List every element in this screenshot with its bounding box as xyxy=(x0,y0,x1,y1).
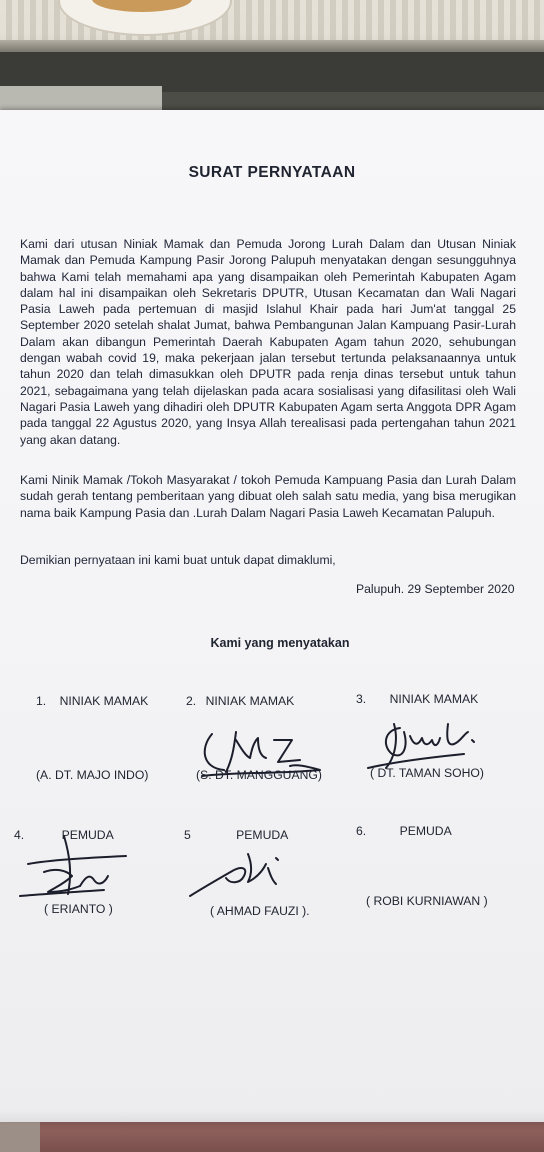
signatory-role: PEMUDA xyxy=(399,824,452,838)
signatory-role: NINIAK MAMAK xyxy=(59,694,149,708)
signatory-1-name: (A. DT. MAJO INDO) xyxy=(36,768,149,782)
signatory-6-name: ( ROBI KURNIAWAN ) xyxy=(366,894,488,908)
signatory-3-label xyxy=(356,692,478,706)
signatory-number: 6. xyxy=(356,824,367,838)
background-slab-dark xyxy=(162,92,544,112)
signatory-number: 2. xyxy=(186,694,197,708)
paragraph-closing: Demikian pernyataan ini kami buat untuk dapat dimaklumi, xyxy=(20,553,336,567)
signatory-number: 1. xyxy=(36,694,47,708)
signatory-number: 5 xyxy=(184,828,191,842)
signatory-role: PEMUDA xyxy=(61,828,114,842)
paper-shadow xyxy=(0,1110,544,1122)
signatory-1-label xyxy=(36,694,148,708)
signatory-role: NINIAK MAMAK xyxy=(205,694,295,708)
signatory-3-name: ( DT. TAMAN SOHO) xyxy=(370,766,484,780)
signatory-number: 4. xyxy=(14,828,25,842)
document-title: SURAT PERNYATAAN xyxy=(188,164,356,181)
signatory-heading: Kami yang menyatakan xyxy=(210,636,350,650)
signature-4 xyxy=(14,832,134,902)
background-slab xyxy=(0,86,162,112)
signatory-5-label xyxy=(184,828,288,842)
signatory-role: NINIAK MAMAK xyxy=(389,692,479,706)
paragraph-statement: Kami dari utusan Niniak Mamak dan Pemuda Jorong Lurah Dalam dan Utusan Niniak Mamak dan Pemuda Kampung Pasir Jorong Palupuh menyatakan dengan sesungguhnya bahwa Kami telah memahami apa yang disampaikan oleh Pemerintah Kabupaten Agam dalam hal ini disampaikan oleh Sekretaris DPUTR, Utusan Kecamatan dan Wali Nagari Pasia Laweh pada pertemuan di masjid Islahul Khair pada hari Jum'at tanggal 25 September 2020 setelah shalat Jumat, bahwa Pembangunan Jalan Kampuang Pasir-Lurah Dalam akan dibangun Pemerintah Daerah Kabupaten Agam tahun 2020, sehubungan dengan wabah covid 19, maka pekerjaan jalan tersebut tertunda pelaksanaannya untuk tahun 2020 dan telah dimasukkan oleh DPUTR pada renja dinas tersebut untuk tahun 2021, sebagaimana yang telah dijelaskan pada acara sosialisasi yang difasilitasi oleh Wali Nagari Pasia Laweh yang dihadiri oleh DPUTR Kabupaten Agam serta Anggota DPR Agam pada tanggal 22 Agustus 2020, yang Insya Allah terealisasi pada pertengahan tahun 2021 yang akan datang. xyxy=(20,237,516,447)
signatory-6-label xyxy=(356,824,452,838)
statement-letter xyxy=(0,110,544,1122)
paragraph-complaint: Kami Ninik Mamak /Tokoh Masyarakat / tokoh Pemuda Kampuang Pasia dan Lurah Dalam sudah gerah tentang pemberitaan yang dibuat oleh salah satu media, yang bisa merugikan nama baik Kampung Pasia dan .Lurah Dalam Nagari Pasia Laweh Kecamatan Palupuh. xyxy=(20,473,516,520)
signatory-4-name: ( ERIANTO ) xyxy=(44,902,113,916)
signatory-5-name: ( AHMAD FAUZI ). xyxy=(210,904,310,918)
date-line: Palupuh. 29 September 2020 xyxy=(356,582,515,596)
signatory-number: 3. xyxy=(356,692,367,706)
signatory-2-label xyxy=(186,694,294,708)
signature-5 xyxy=(186,850,296,900)
signatory-2-name: (S. DT. MANGGUANG) xyxy=(196,768,322,782)
signatory-role: PEMUDA xyxy=(236,828,289,842)
